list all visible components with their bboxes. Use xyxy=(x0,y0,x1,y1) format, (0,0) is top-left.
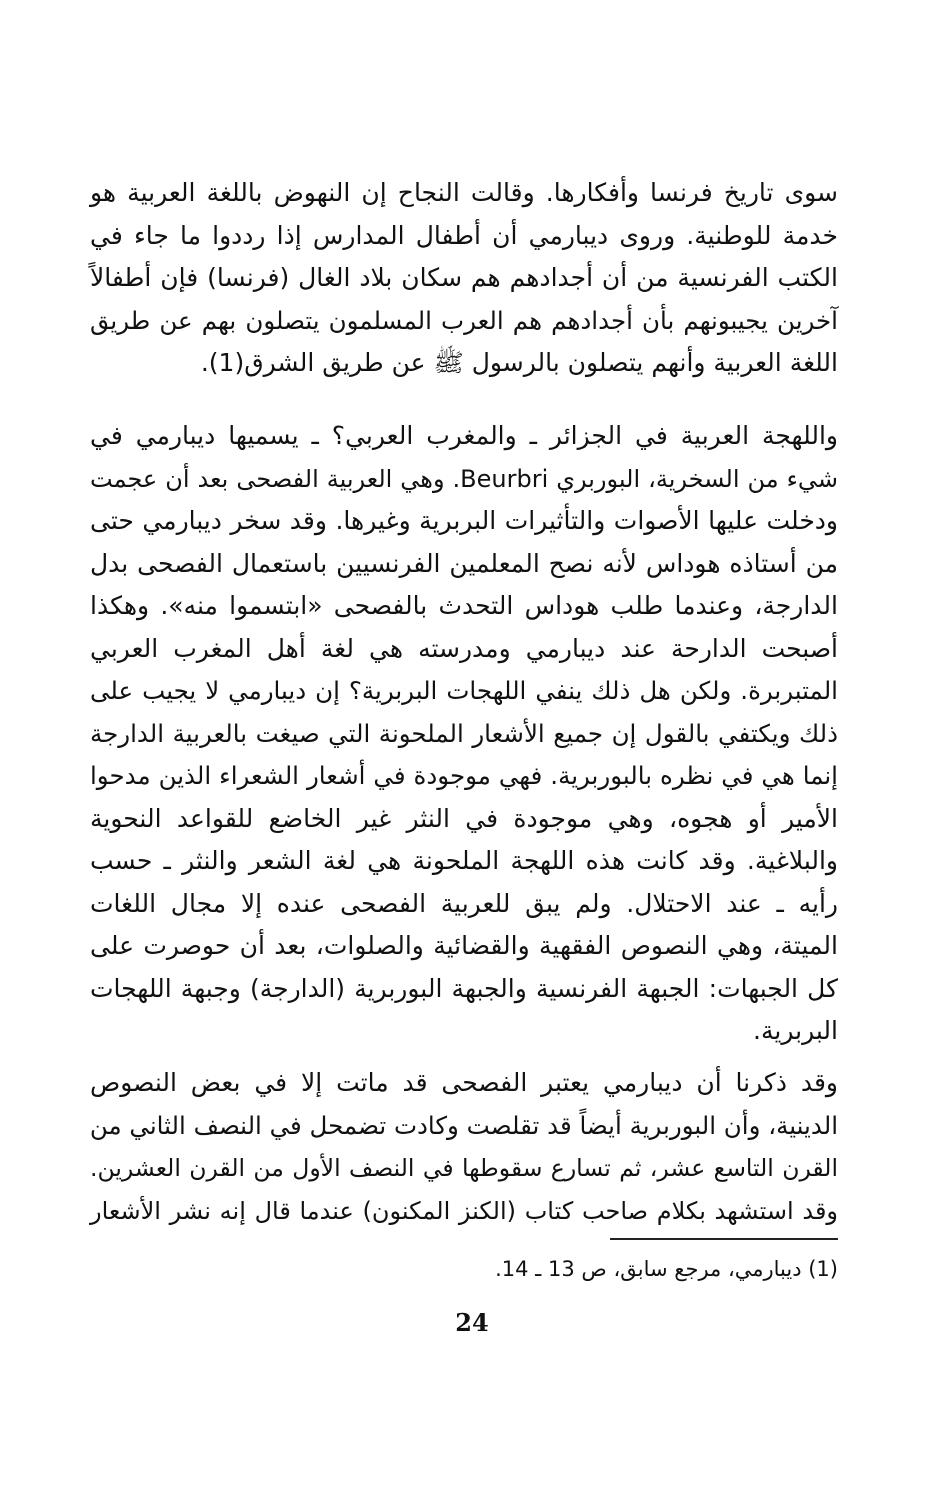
text-line: شيء من السخرية، البوربري Beurbri. وهي العربية الفصحى بعد أن عجمت xyxy=(90,464,838,493)
text-line: وقد ذكرنا أن ديبارمي يعتبر الفصحى قد ماتت إلا في بعض النصوص xyxy=(90,1068,838,1097)
text-line: إنما هي في نظره بالبوربرية. فهي موجودة في أشعار الشعراء الذين مدحوا xyxy=(90,761,838,790)
paragraph-2 xyxy=(90,415,838,1053)
text-line: ودخلت عليها الأصوات والتأثيرات البربرية وغيرها. وقد سخر ديبارمي حتى xyxy=(90,506,838,535)
text-line: رأيه ـ عند الاحتلال. ولم يبق للعربية الفصحى عنده إلا مجال اللغات xyxy=(90,888,838,918)
text-line: من أستاذه هوداس لأنه نصح المعلمين الفرنسيين باستعمال الفصحى بدل xyxy=(90,548,838,578)
page-number: 24 xyxy=(455,1308,489,1337)
footnote: (1) ديبارمي، مرجع سابق، ص 13 ـ 14. xyxy=(495,1257,838,1281)
text-line: واللهجة العربية في الجزائر ـ والمغرب العربي؟ ـ يسميها ديبارمي في xyxy=(90,421,838,450)
paragraph-1 xyxy=(90,172,838,385)
text-line: والبلاغية. وقد كانت هذه اللهجة الملحونة هي لغة الشعر والنثر ـ حسب xyxy=(90,846,838,875)
text-line: الكتب الفرنسية من أن أجدادهم هم سكان بلاد الغال (فرنسا) فإن أطفالاً xyxy=(90,263,838,292)
text-line: ذلك ويكتفي بالقول إن جميع الأشعار الملحونة التي صيغت بالعربية الدارجة xyxy=(90,718,838,748)
footnote-divider xyxy=(610,1238,838,1240)
text-line: سوى تاريخ فرنسا وأفكارها. وقالت النجاح إن النهوض باللغة العربية هو xyxy=(90,178,838,207)
text-line: آخرين يجيبونهم بأن أجدادهم هم العرب المسلمون يتصلون بهم عن طريق xyxy=(90,305,838,335)
text-line: البربرية. xyxy=(753,1016,838,1045)
text-line: كل الجبهات: الجبهة الفرنسية والجبهة البوربرية (الدارجة) وجبهة اللهجات xyxy=(90,973,838,1003)
text-line: أصبحت الدارحة عند ديبارمي ومدرسته هي لغة أهل المغرب العربي xyxy=(90,633,838,663)
text-line: الميتة، وهي النصوص الفقهية والقضائية والصلوات، بعد أن حوصرت على xyxy=(90,931,838,960)
text-line: الأمير أو هجوه، وهي موجودة في النثر غير الخاضع للقواعد النحوية xyxy=(90,803,838,833)
text-line: القرن التاسع عشر، ثم تسارع سقوطها في النصف الأول من القرن العشرين. xyxy=(90,1154,838,1182)
text-line: خدمة للوطنية. وروى ديبارمي أن أطفال المدارس إذا رددوا ما جاء في xyxy=(90,220,838,250)
text-line: وقد استشهد بكلام صاحب كتاب (الكنز المكنون) عندما قال إنه نشر الأشعار xyxy=(90,1196,838,1225)
text-line: الدارجة، وعندما طلب هوداس التحدث بالفصحى «ابتسموا منه». وهكذا xyxy=(90,591,838,620)
text-line: اللغة العربية وأنهم يتصلون بالرسول ﷺ عن طريق الشرق(1). xyxy=(200,348,838,377)
text-line: الدينية، وأن البوربرية أيضاً قد تقلصت وكادت تضمحل في النصف الثاني من xyxy=(89,1110,838,1140)
paragraph-3 xyxy=(90,1062,838,1232)
text-line: المتبربرة. ولكن هل ذلك ينفي اللهجات البربرية؟ إن ديبارمي لا يجيب على xyxy=(90,676,838,705)
